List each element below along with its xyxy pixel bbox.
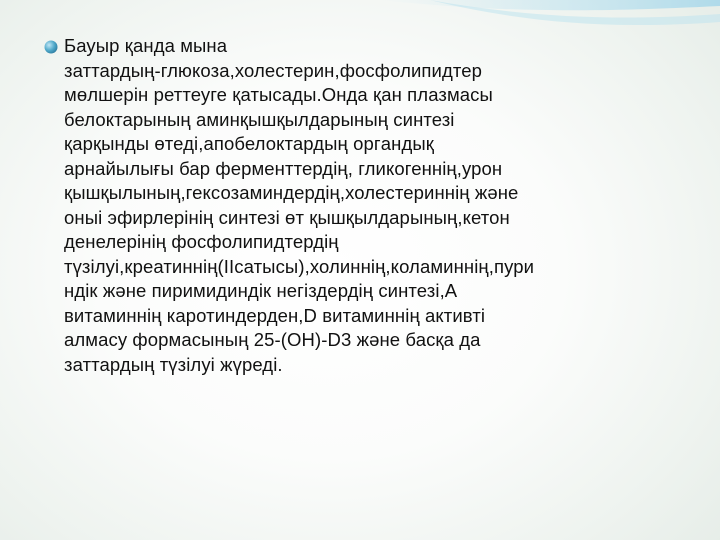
circle-bullet-icon — [44, 40, 58, 54]
bullet-item — [44, 34, 684, 377]
bullet-text: Бауыр қанда мына заттардың-глюкоза,холестерин,фосфолипидтер мөлшерін реттеуге қатысады.Онда қан плазмасы белоктарының аминқышқылдарының синтезі қарқынды өтеді,апобелоктардың оргaндық арнайылығы бар ферменттердің, гликогеннің,урон қышқылының,гексозаминдердің,холестериннің және оныі эфирлерінің синтезі өт қышқылдарының,кетон денелерінің фосфолипидтердің түзілуі,креатиннің(ІІсатысы),холиннің,коламиннің,пури ндік және пиримидиндік негіздердің синтезі,А витаминнің каротиндерден,D витаминнің активті алмасу формасының 25-(ОН)-D3 жәнe басқа да заттардың түзілуі жүреді. — [64, 35, 535, 375]
